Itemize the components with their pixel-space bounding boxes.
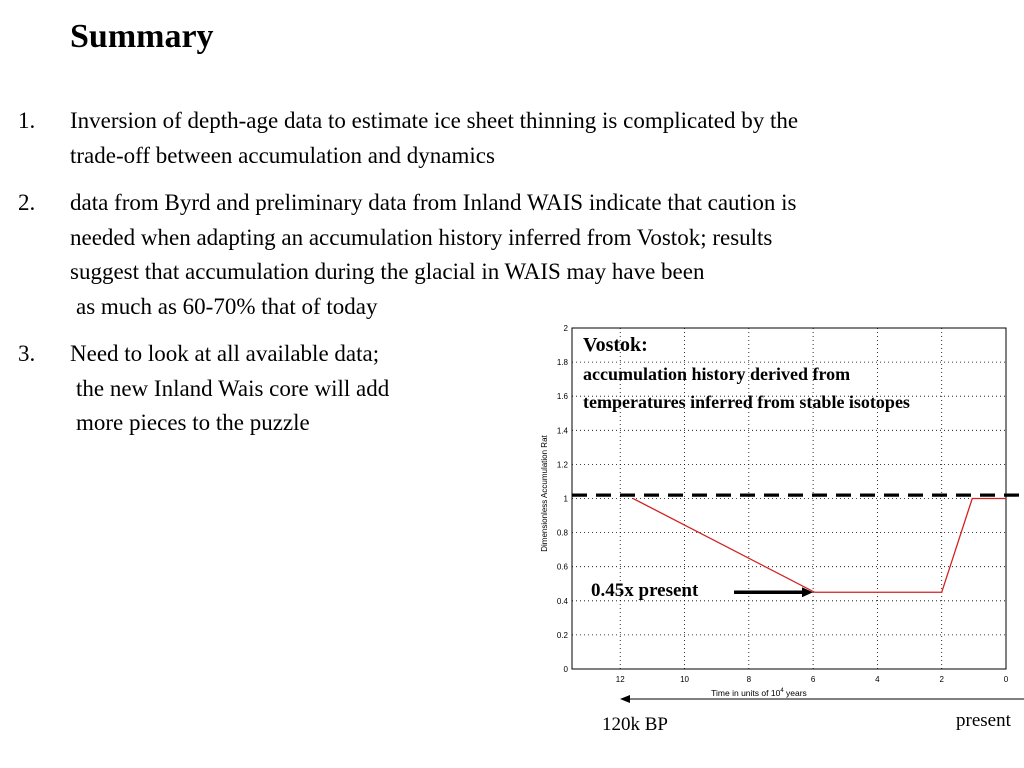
item-number: 1. — [18, 108, 36, 133]
x-tick-label: 10 — [680, 675, 689, 684]
y-tick-label: 0.8 — [556, 528, 568, 538]
y-tick-label: 0.4 — [556, 596, 568, 606]
y-axis-label: Dimensionless Accumulation Rat — [540, 435, 549, 552]
series-line — [633, 499, 1006, 593]
item-number: 2. — [18, 190, 36, 215]
x-axis-label: Time in units of $10^4$ years — [711, 688, 807, 698]
item-number: 3. — [18, 341, 36, 366]
y-tick-label: 1.2 — [556, 460, 568, 470]
time-arrow-head — [620, 695, 630, 703]
item-text-line: needed when adapting an accumulation history inferred from Vostok; results — [70, 224, 773, 250]
item-text-line: Need to look at all available data; — [70, 341, 380, 366]
x-tick-label: 12 — [615, 675, 625, 684]
y-tick-label: 1.4 — [556, 426, 568, 436]
item-text-line: more pieces to the puzzle — [76, 410, 310, 435]
x-tick-label: 2 — [939, 675, 944, 684]
slide-title: Summary — [70, 18, 214, 55]
item-text-line: Inversion of depth-age data to estimate ice sheet thinning is complicated by the — [70, 108, 799, 133]
x-tick-label: 6 — [810, 675, 816, 684]
y-tick-label: 1.6 — [556, 392, 568, 402]
y-tick-label: 1 — [563, 494, 568, 504]
right-time-label: present — [956, 710, 1011, 731]
vostok-desc-line1: accumulation history derived from — [583, 364, 851, 384]
item-text-line: data from Byrd and preliminary data from Inland WAIS indicate that caution is — [70, 190, 797, 215]
y-tick-label: 2 — [563, 324, 568, 333]
y-tick-label: 0.2 — [556, 630, 568, 640]
x-tick-label: 8 — [746, 675, 752, 684]
left-time-label: 120k BP — [602, 714, 668, 735]
arrow-label: 0.45x present — [591, 580, 699, 601]
x-tick-label: 0 — [1003, 675, 1009, 684]
item-text-line: suggest that accumulation during the glacial in WAIS may have been — [70, 259, 705, 284]
y-tick-label: 0 — [563, 665, 568, 674]
vostok-desc-line2: temperatures inferred from stable isotopes — [583, 392, 910, 412]
item-text-line: the new Inland Wais core will add — [76, 375, 390, 401]
vostok-title: Vostok: — [583, 334, 648, 356]
x-tick-label: 4 — [875, 675, 880, 684]
item-text-line: as much as 60-70% that of today — [76, 293, 378, 319]
item-text-line: trade-off between accumulation and dynamics — [70, 142, 495, 168]
y-tick-label: 1.8 — [556, 358, 568, 368]
y-tick-label: 0.6 — [556, 562, 568, 572]
